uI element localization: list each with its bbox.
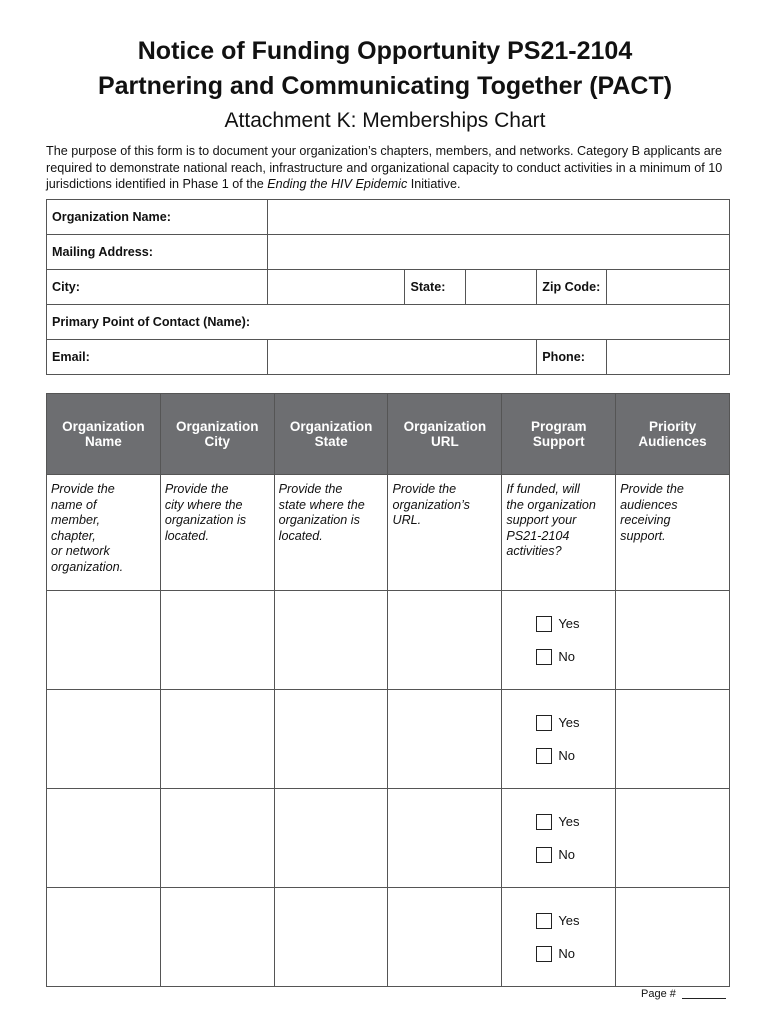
header-program-support: Program Support <box>502 394 616 475</box>
desc-priority-audiences: Provide the audiences receiving support. <box>616 475 730 591</box>
yes-checkbox[interactable] <box>536 913 552 929</box>
no-checkbox[interactable] <box>536 649 552 665</box>
header-org-city: Organization City <box>160 394 274 475</box>
page-number-line[interactable] <box>682 998 726 999</box>
entry-org-city-cell[interactable] <box>160 690 274 789</box>
no-checkbox[interactable] <box>536 847 552 863</box>
header-org-name: Organization Name <box>47 394 161 475</box>
entry-audiences-cell[interactable] <box>616 789 730 888</box>
desc-program-support: If funded, will the organization support your PS21-2104 activities? <box>502 475 616 591</box>
no-label: No <box>558 649 575 664</box>
page-number <box>641 988 726 1000</box>
contact-label: Primary Point of Contact (Name): <box>52 315 251 329</box>
header-org-state: Organization State <box>274 394 388 475</box>
title-line-1: Notice of Funding Opportunity PS21-2104 <box>137 37 633 65</box>
yes-option[interactable] <box>536 912 615 929</box>
yes-checkbox[interactable] <box>536 616 552 632</box>
city-field[interactable] <box>267 270 405 305</box>
yes-label: Yes <box>558 616 580 631</box>
desc-org-url: Provide the organization’s URL. <box>388 475 502 591</box>
city-label: City: <box>47 270 268 305</box>
intro-text-end: Initiative. <box>407 177 461 191</box>
yes-label: Yes <box>558 715 580 730</box>
entry-org-state-cell[interactable] <box>274 789 388 888</box>
no-label: No <box>558 748 575 763</box>
intro-text: The purpose of this form is to document your organization’s chapters, members, and networks. Category B applicants are required to demonstrate national reach, infrastructure and organizational capacity to conduct activities in a minimum of 10 jurisdictions identified in Phase 1 of the <box>46 144 723 191</box>
program-support-cell <box>502 690 616 789</box>
entry-org-name-cell[interactable] <box>47 591 161 690</box>
entry-org-city-cell[interactable] <box>160 591 274 690</box>
zip-field[interactable] <box>607 270 730 305</box>
state-field[interactable] <box>466 270 537 305</box>
phone-label: Phone: <box>537 340 607 375</box>
desc-org-city: Provide the city where the organization is located. <box>160 475 274 591</box>
table-row <box>47 888 730 987</box>
email-label: Email: <box>47 340 268 375</box>
org-name-field[interactable] <box>267 200 729 235</box>
entry-org-state-cell[interactable] <box>274 690 388 789</box>
no-label: No <box>558 847 575 862</box>
desc-org-name: Provide the name of member, chapter, or network organization. <box>47 475 161 591</box>
zip-label: Zip Code: <box>537 270 607 305</box>
entry-audiences-cell[interactable] <box>616 888 730 987</box>
no-option[interactable] <box>536 648 615 665</box>
contact-row[interactable] <box>47 305 730 340</box>
state-label: State: <box>405 270 466 305</box>
entry-org-city-cell[interactable] <box>160 789 274 888</box>
phone-field[interactable] <box>607 340 730 375</box>
yes-option[interactable] <box>536 813 615 830</box>
yes-option[interactable] <box>536 714 615 731</box>
email-field[interactable] <box>267 340 537 375</box>
yes-label: Yes <box>558 814 580 829</box>
entry-org-name-cell[interactable] <box>47 888 161 987</box>
memberships-chart <box>46 393 730 987</box>
page-number-label: Page # <box>641 988 676 1000</box>
no-label: No <box>558 946 575 961</box>
mailing-address-field[interactable] <box>267 235 729 270</box>
entry-audiences-cell[interactable] <box>616 690 730 789</box>
header-priority-audiences: Priority Audiences <box>616 394 730 475</box>
header-org-url: Organization URL <box>388 394 502 475</box>
yes-option[interactable] <box>536 615 615 632</box>
entry-org-url-cell[interactable] <box>388 591 502 690</box>
mailing-address-label: Mailing Address: <box>47 235 268 270</box>
entry-org-state-cell[interactable] <box>274 591 388 690</box>
table-row <box>47 789 730 888</box>
entry-org-name-cell[interactable] <box>47 789 161 888</box>
yes-checkbox[interactable] <box>536 814 552 830</box>
table-row <box>47 690 730 789</box>
desc-org-state: Provide the state where the organization is located. <box>274 475 388 591</box>
org-name-label: Organization Name: <box>47 200 268 235</box>
entry-audiences-cell[interactable] <box>616 591 730 690</box>
subtitle: Attachment K: Memberships Chart <box>224 109 546 132</box>
entry-org-name-cell[interactable] <box>47 690 161 789</box>
no-checkbox[interactable] <box>536 946 552 962</box>
program-support-cell <box>502 591 616 690</box>
no-option[interactable] <box>536 846 615 863</box>
intro-italic: Ending the HIV Epidemic <box>267 177 408 191</box>
program-support-cell <box>502 789 616 888</box>
yes-label: Yes <box>558 913 580 928</box>
intro-paragraph <box>46 143 736 193</box>
program-support-cell <box>502 888 616 987</box>
entry-org-state-cell[interactable] <box>274 888 388 987</box>
no-option[interactable] <box>536 747 615 764</box>
table-row <box>47 591 730 690</box>
entry-org-url-cell[interactable] <box>388 789 502 888</box>
entry-org-url-cell[interactable] <box>388 888 502 987</box>
no-option[interactable] <box>536 945 615 962</box>
yes-checkbox[interactable] <box>536 715 552 731</box>
entry-org-city-cell[interactable] <box>160 888 274 987</box>
title-line-2: Partnering and Communicating Together (PACT) <box>97 72 673 100</box>
entry-org-url-cell[interactable] <box>388 690 502 789</box>
no-checkbox[interactable] <box>536 748 552 764</box>
organization-info-table <box>46 199 730 375</box>
